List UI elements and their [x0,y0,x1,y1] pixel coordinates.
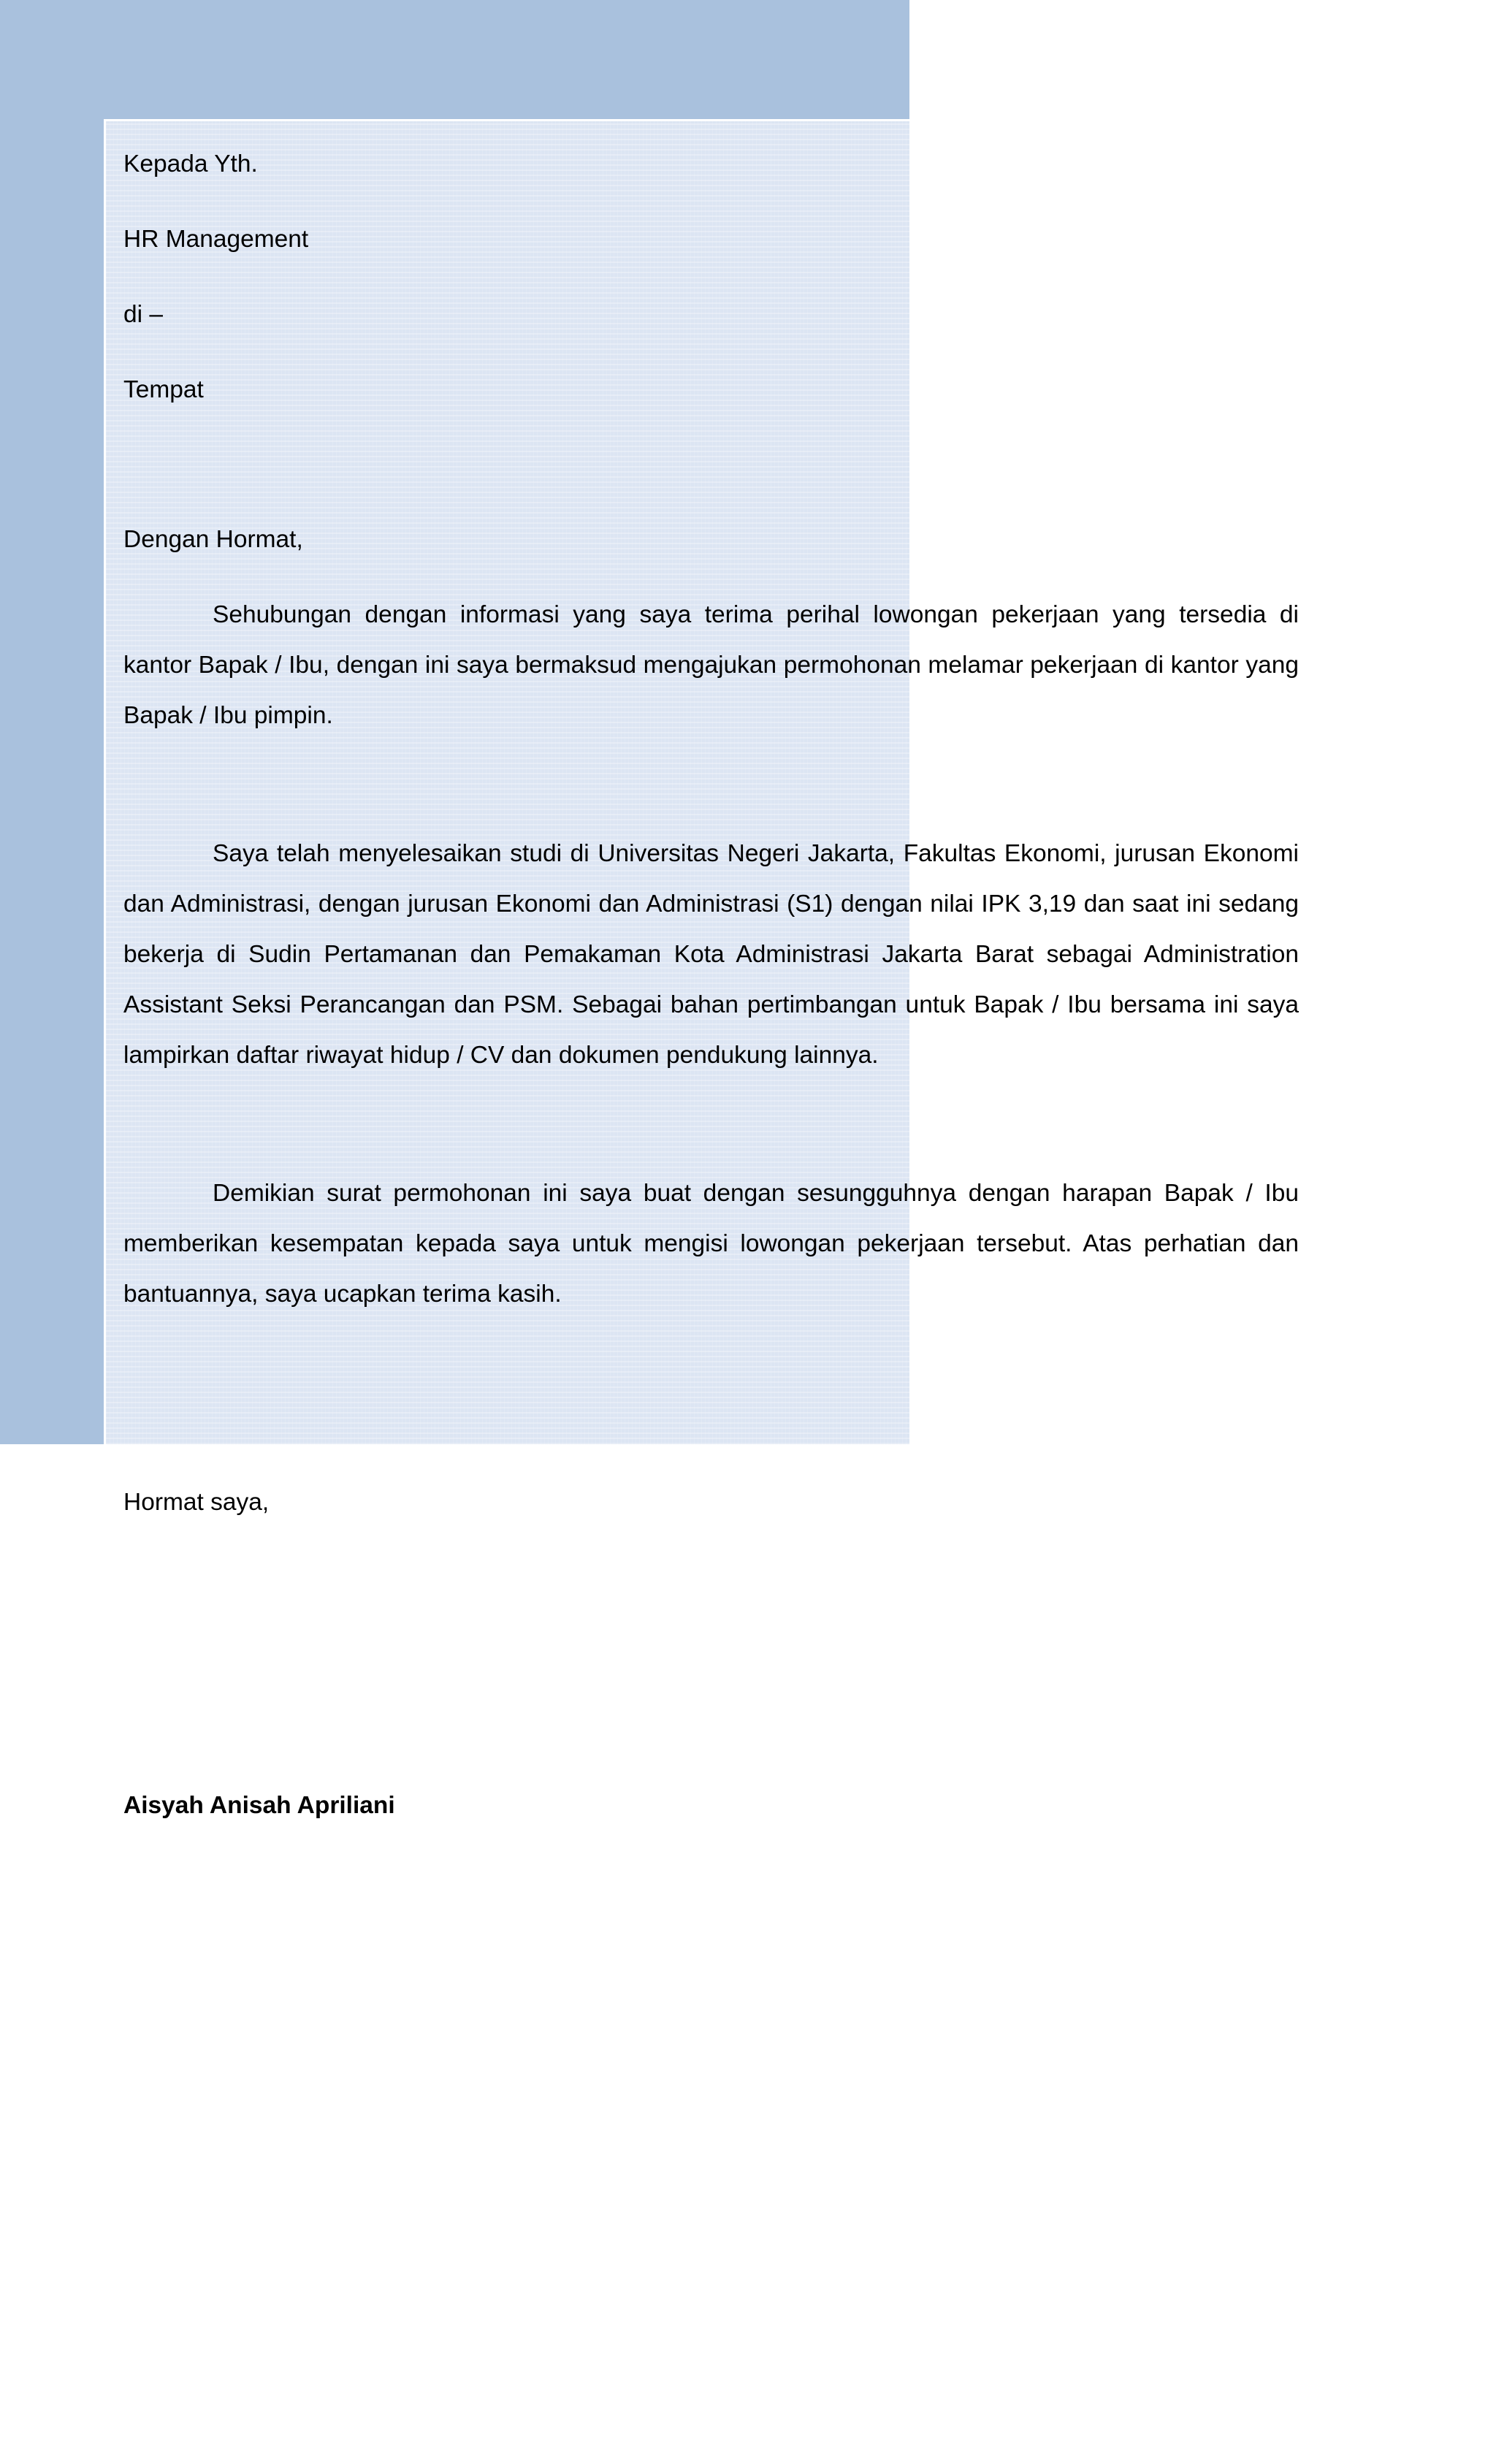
closing: Hormat saya, [123,1489,270,1516]
spacer [123,741,1299,828]
spacer [123,1080,1299,1168]
spacer [123,465,1299,514]
signature-space [123,1527,1299,1780]
spacer [123,340,1299,365]
letter-body [123,139,1299,1831]
paragraph-2: Saya telah menyelesaikan studi di Universitas Negeri Jakarta, Fakultas Ekonomi, jurusan Ekonomi dan Administrasi, dengan jurusan Ekonomi dan Administrasi (S1) dengan nilai IPK 3,19 dan saat ini sedang bekerja di Sudin Pertamanan dan Pemakaman Kota Administrasi Jakarta Barat sebagai Administration Assistant Seksi Perancangan dan PSM. Sebagai bahan pertimbangan untuk Bapak / Ibu bersama ini saya lampirkan daftar riwayat hidup / CV dan dokumen pendukung lainnya. [123,840,1299,1069]
signature-name: Aisyah Anisah Apriliani [123,1792,395,1819]
spacer [123,565,1299,590]
recipient-line-4: Tempat [123,376,204,403]
paragraph-3: Demikian surat permohonan ini saya buat dengan sesungguhnya dengan harapan Bapak / Ibu memberikan kesempatan kepada saya untuk mengisi lowongan pekerjaan tersebut. Atas perhatian dan bantuannya, saya ucapkan terima kasih. [123,1180,1299,1308]
recipient-line-3: di – [123,301,164,328]
spacer [123,264,1299,289]
paragraph-1: Sehubungan dengan informasi yang saya terima perihal lowongan pekerjaan yang tersedia di kantor Bapak / Ibu, dengan ini saya bermaksud mengajukan permohonan melamar pekerjaan di kantor yang Bapak / Ibu pimpin. [123,601,1299,729]
spacer [123,1319,1299,1477]
spacer [123,189,1299,214]
spacer [123,415,1299,465]
salutation: Dengan Hormat, [123,526,303,553]
recipient-line-2: HR Management [123,226,309,253]
recipient-line-1: Kepada Yth. [123,150,258,178]
